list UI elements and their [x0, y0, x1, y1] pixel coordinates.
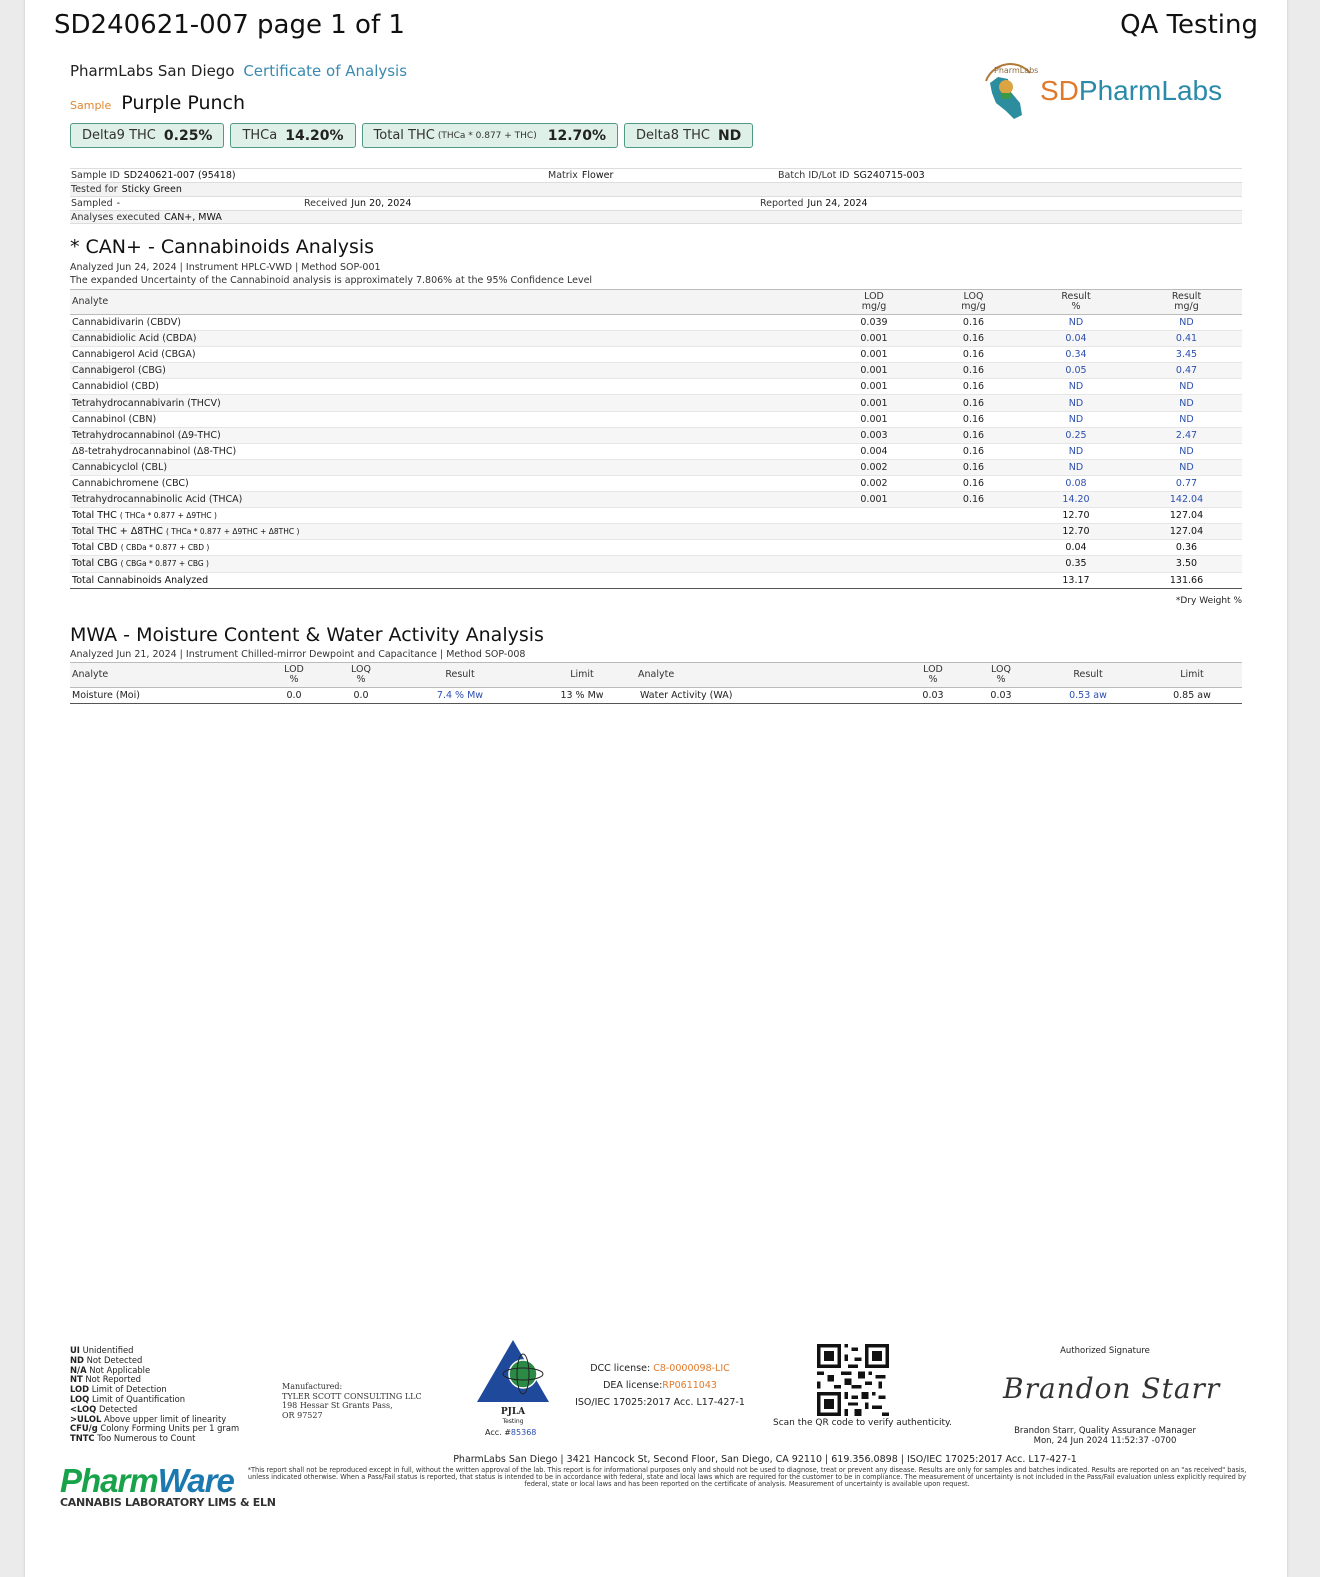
- page-header-id: SD240621-007 page 1 of 1: [54, 10, 405, 40]
- batch-id: [778, 170, 925, 181]
- can-meta: Analyzed Jun 24, 2024 | Instrument HPLC-VWD | Method SOP-001: [70, 262, 381, 273]
- sampled: [71, 198, 120, 209]
- total-row: [70, 572, 1242, 588]
- analyte: Cannabidivarin (CBDV): [70, 315, 822, 331]
- legend-item: UI Unidentified: [70, 1345, 134, 1355]
- table-row: [70, 427, 1242, 443]
- analyses-executed: [71, 212, 222, 223]
- legend-item: ND Not Detected: [70, 1354, 143, 1365]
- table-row: [70, 475, 1242, 491]
- loq: 0.0: [328, 688, 394, 704]
- col-result-unit: %: [1071, 301, 1081, 312]
- pharmware-logo: [60, 1462, 276, 1509]
- info-value: -: [116, 198, 121, 209]
- pw-pharm: Pharm: [60, 1462, 158, 1499]
- table-row: [70, 688, 1242, 704]
- table-row: [70, 411, 1242, 427]
- total-label: [70, 572, 822, 588]
- received: [304, 198, 411, 209]
- total-name: Total THC: [72, 510, 117, 522]
- result-mg: 0.77: [1131, 475, 1242, 491]
- iso-accreditation: ISO/IEC 17025:2017 Acc. L17-427-1: [575, 1397, 745, 1408]
- info-key: Analyses executed: [71, 212, 161, 223]
- logo-arc-text: PharmLabs: [994, 66, 1039, 75]
- analyte: Cannabichromene (CBC): [70, 475, 822, 491]
- pjla-accreditation-icon: [473, 1338, 553, 1428]
- pjla-acc-number: 85368: [510, 1428, 537, 1437]
- col-lod-2: [898, 663, 968, 688]
- col-lod-unit: %: [928, 674, 938, 685]
- pharmware-tagline: CANNABIS LABORATORY LIMS & ELN: [60, 1496, 276, 1509]
- col-result-label: Result: [1171, 291, 1202, 302]
- result-mg: 3.45: [1131, 347, 1242, 363]
- table-row: [70, 443, 1242, 459]
- info-key: Received: [304, 198, 348, 209]
- pjla-name: PJLA: [500, 1407, 526, 1417]
- lod: 0.001: [822, 411, 926, 427]
- col-loq-label: LOQ: [991, 664, 1011, 675]
- loq: 0.03: [968, 688, 1034, 704]
- total-name: Total THC + Δ8THC: [72, 526, 163, 538]
- total-label: [70, 508, 822, 524]
- info-key: Sampled: [71, 198, 113, 209]
- col-loq-label: LOQ: [351, 664, 371, 675]
- cannabinoid-table: [70, 289, 1242, 589]
- result-mg: 142.04: [1131, 492, 1242, 508]
- result-pct: 0.05: [1021, 363, 1131, 379]
- total-pct: 12.70: [1021, 508, 1131, 524]
- result-mg: 2.47: [1131, 427, 1242, 443]
- info-value: Jun 24, 2024: [807, 198, 868, 209]
- sample-info-table: [70, 168, 1242, 224]
- total-formula: ( CBDa * 0.877 + CBD ): [120, 543, 210, 553]
- table-row: [70, 331, 1242, 347]
- loq: 0.16: [926, 331, 1021, 347]
- logo-sd: SD: [1040, 75, 1079, 106]
- california-logo-icon: [980, 63, 1040, 123]
- signer-name: Brandon Starr, Quality Assurance Manager: [1014, 1426, 1196, 1436]
- analyte: Water Activity (WA): [638, 688, 898, 704]
- col-limit: Limit: [526, 663, 638, 688]
- result-mg: 0.47: [1131, 363, 1242, 379]
- info-key: Batch ID/Lot ID: [778, 170, 850, 181]
- table-row: [70, 459, 1242, 475]
- logo-wordmark: [1040, 75, 1222, 107]
- total-name: Total CBD: [72, 542, 118, 554]
- loq: 0.16: [926, 492, 1021, 508]
- total-pct: 0.04: [1021, 540, 1131, 556]
- analyte: Cannabigerol Acid (CBGA): [70, 347, 822, 363]
- result-pct: ND: [1021, 411, 1131, 427]
- mfg-name: TYLER SCOTT CONSULTING LLC: [282, 1391, 422, 1401]
- result: 7.4 % Mw: [394, 688, 526, 704]
- lod: 0.001: [822, 395, 926, 411]
- badge-value: 0.25%: [163, 127, 213, 144]
- dry-weight-note: *Dry Weight %: [1175, 596, 1242, 606]
- info-row: [70, 196, 1242, 210]
- analyte: Tetrahydrocannabivarin (THCV): [70, 395, 822, 411]
- badge-value: ND: [717, 127, 742, 144]
- result-pct: ND: [1021, 459, 1131, 475]
- mwa-meta: Analyzed Jun 21, 2024 | Instrument Chilled-mirror Dewpoint and Capacitance | Method SOP-008: [70, 649, 526, 660]
- col-analyte: Analyte: [70, 663, 260, 688]
- result-mg: ND: [1131, 443, 1242, 459]
- result-mg: ND: [1131, 395, 1242, 411]
- loq: 0.16: [926, 475, 1021, 491]
- loq: 0.16: [926, 379, 1021, 395]
- sdpharmlabs-logo: [980, 63, 1250, 123]
- analyte: Cannabicyclol (CBL): [70, 459, 822, 475]
- result-pct: ND: [1021, 315, 1131, 331]
- col-lod-label: LOD: [284, 664, 304, 675]
- lod: 0.001: [822, 331, 926, 347]
- lod: 0.03: [898, 688, 968, 704]
- info-key: Tested for: [71, 184, 118, 195]
- mfg-label: Manufactured:: [282, 1382, 343, 1391]
- result-pct: 0.25: [1021, 427, 1131, 443]
- result-mg: ND: [1131, 379, 1242, 395]
- info-row: [70, 210, 1242, 224]
- analyte: Cannabigerol (CBG): [70, 363, 822, 379]
- loq: 0.16: [926, 347, 1021, 363]
- lod: 0.002: [822, 459, 926, 475]
- total-row: [70, 540, 1242, 556]
- total-mg: 131.66: [1131, 572, 1242, 588]
- potency-badges: [70, 123, 753, 148]
- lod: 0.001: [822, 379, 926, 395]
- table-row: [70, 379, 1242, 395]
- abbreviation-legend: [70, 1346, 239, 1444]
- table-row: [70, 347, 1242, 363]
- legend-item: LOQ Limit of Quantification: [70, 1393, 186, 1404]
- loq: 0.16: [926, 411, 1021, 427]
- lab-name: [70, 62, 407, 80]
- result-pct: 0.08: [1021, 475, 1131, 491]
- result-mg: 0.41: [1131, 331, 1242, 347]
- mfg-address: 198 Hessar St Grants Pass,: [282, 1401, 393, 1410]
- legend-item: NT Not Reported: [70, 1374, 141, 1385]
- badge-total-thc: [362, 123, 619, 148]
- authorized-signature-label: Authorized Signature: [1060, 1346, 1150, 1356]
- mfg-address: OR 97527: [282, 1410, 323, 1420]
- col-result-pct: [1021, 290, 1131, 315]
- loq: 0.16: [926, 427, 1021, 443]
- result-pct: 14.20: [1021, 492, 1131, 508]
- total-formula: ( THCa * 0.877 + Δ9THC + Δ8THC ): [165, 527, 300, 537]
- qr-caption: Scan the QR code to verify authenticity.: [773, 1418, 952, 1428]
- legend-item: N/A Not Applicable: [70, 1364, 151, 1375]
- coa-page: [25, 0, 1287, 1577]
- analyte: Δ8-tetrahydrocannabinol (Δ8-THC): [70, 443, 822, 459]
- table-header-row: [70, 290, 1242, 315]
- loq: 0.16: [926, 363, 1021, 379]
- total-pct: 0.35: [1021, 556, 1131, 572]
- analyte: Cannabinol (CBN): [70, 411, 822, 427]
- sample-name: Purple Punch: [121, 92, 246, 114]
- signer-info: [1005, 1426, 1205, 1446]
- limit: 13 % Mw: [526, 688, 638, 704]
- info-key: Reported: [760, 198, 804, 209]
- table-header-row: [70, 663, 1242, 688]
- total-mg: 127.04: [1131, 508, 1242, 524]
- can-section-title: * CAN+ - Cannabinoids Analysis: [70, 236, 375, 258]
- badge-label: Delta9 THC: [82, 128, 156, 143]
- col-loq-2: [968, 663, 1034, 688]
- total-row: [70, 508, 1242, 524]
- logo-pharmlabs: PharmLabs: [1078, 75, 1223, 106]
- col-result: Result: [394, 663, 526, 688]
- col-loq-unit: %: [356, 674, 366, 685]
- info-value: Flower: [581, 170, 614, 181]
- badge-delta8: [624, 123, 753, 148]
- analyte: Cannabidiol (CBD): [70, 379, 822, 395]
- table-row: [70, 363, 1242, 379]
- table-row: [70, 395, 1242, 411]
- disclaimer: *This report shall not be reproduced except in full, without the written approval of the lab. This report is for informational purposes only and should not be used to diagnose, treat or prevent any disease. Results are only for samples and batches indicated. Results are reported on an "as received" basis, unless indicated otherwise. When a Pass/Fail status is reported, that status is intended to be in accordance with federal, state and local laws which are required for the customer to be in compliance. The measurement of uncertainty is not included in the Pass/Fail evaluation unless explicitly required by federal, state or local laws and has been reported on the certificate of analysis. Measurement of uncertainty is available upon request.: [247, 1466, 1247, 1488]
- col-analyte-2: Analyte: [638, 663, 898, 688]
- loq: 0.16: [926, 443, 1021, 459]
- col-lod-unit: %: [289, 674, 299, 685]
- analyte: Moisture (Moi): [70, 688, 260, 704]
- analyte: Tetrahydrocannabinolic Acid (THCA): [70, 492, 822, 508]
- col-result-label: Result: [1061, 291, 1091, 302]
- badge-delta9: [70, 123, 224, 148]
- legend-item: LOD Limit of Detection: [70, 1384, 167, 1395]
- pw-ware: Ware: [157, 1462, 234, 1499]
- loq: 0.16: [926, 315, 1021, 331]
- col-limit-2: Limit: [1142, 663, 1242, 688]
- handwritten-signature: Brandon Starr: [1003, 1372, 1221, 1405]
- lod: 0.0: [260, 688, 328, 704]
- manufactured-by: [282, 1382, 422, 1420]
- col-loq-unit: mg/g: [961, 301, 986, 312]
- total-mg: 3.50: [1131, 556, 1242, 572]
- result-pct: 0.04: [1021, 331, 1131, 347]
- info-value: SD240621-007 (95418): [123, 170, 236, 181]
- reported: [760, 198, 868, 209]
- col-result-unit: mg/g: [1174, 301, 1199, 312]
- lab-address-footer: PharmLabs San Diego | 3421 Hancock St, Second Floor, San Diego, CA 92110 | 619.356.0898 | ISO/IEC 17025:2017 Acc. L17-427-1: [453, 1454, 1077, 1465]
- col-lod: [822, 290, 926, 315]
- legend-item: CFU/g Colony Forming Units per 1 gram: [70, 1423, 240, 1434]
- pjla-acc: [485, 1428, 536, 1437]
- mwa-section-title: MWA - Moisture Content & Water Activity Analysis: [70, 624, 544, 646]
- badge-label: Delta8 THC: [636, 128, 710, 143]
- result: 0.53 aw: [1034, 688, 1142, 704]
- dea-license: DEA license:RP0611043: [603, 1380, 717, 1391]
- analyte: Cannabidiolic Acid (CBDA): [70, 331, 822, 347]
- total-row: [70, 524, 1242, 540]
- col-lod-unit: mg/g: [861, 301, 887, 312]
- mwa-table: [70, 662, 1242, 704]
- signed-date: Mon, 24 Jun 2024 11:52:37 -0700: [1033, 1436, 1177, 1446]
- total-label: [70, 540, 822, 556]
- lab-name-text: PharmLabs San Diego: [70, 62, 235, 80]
- badge-thca: [230, 123, 355, 148]
- total-name: Total CBG: [72, 558, 118, 570]
- sample-label: Sample: [70, 99, 112, 112]
- limit: 0.85 aw: [1142, 688, 1242, 704]
- col-lod: [260, 663, 328, 688]
- tested-for: [71, 184, 182, 195]
- lod: 0.001: [822, 492, 926, 508]
- dcc-license: DCC license: C8-0000098-LIC: [590, 1363, 730, 1374]
- total-pct: 13.17: [1021, 572, 1131, 588]
- info-value: Jun 20, 2024: [351, 198, 412, 209]
- sample-id: [71, 170, 236, 181]
- info-value: CAN+, MWA: [164, 212, 222, 223]
- total-name: Total Cannabinoids Analyzed: [72, 574, 209, 586]
- lod: 0.003: [822, 427, 926, 443]
- col-loq-label: LOQ: [963, 291, 984, 302]
- info-key: Matrix: [548, 170, 578, 181]
- info-row: [70, 168, 1242, 182]
- legend-item: TNTC Too Numerous to Count: [70, 1433, 196, 1444]
- sample-title: [70, 92, 245, 114]
- table-row: [70, 492, 1242, 508]
- matrix: [548, 170, 613, 181]
- total-mg: 127.04: [1131, 524, 1242, 540]
- loq: 0.16: [926, 395, 1021, 411]
- result-mg: ND: [1131, 459, 1242, 475]
- total-label: [70, 524, 822, 540]
- result-pct: ND: [1021, 395, 1131, 411]
- pjla-acc-label: Acc. #: [485, 1428, 511, 1437]
- badge-value: 12.70%: [547, 127, 607, 144]
- table-row: [70, 315, 1242, 331]
- legend-item: >ULOL Above upper limit of linearity: [70, 1413, 227, 1424]
- col-result-mg: [1131, 290, 1242, 315]
- col-loq: [328, 663, 394, 688]
- lod: 0.002: [822, 475, 926, 491]
- total-mg: 0.36: [1131, 540, 1242, 556]
- result-pct: 0.34: [1021, 347, 1131, 363]
- col-lod-label: LOD: [864, 291, 884, 302]
- badge-label: Total THC: [373, 128, 435, 143]
- col-loq-unit: %: [996, 674, 1006, 685]
- col-lod-label: LOD: [923, 664, 943, 675]
- pharmware-wordmark: [60, 1462, 276, 1500]
- badge-note: (THCa * 0.877 + THC): [437, 130, 537, 141]
- result-pct: ND: [1021, 443, 1131, 459]
- info-value: Sticky Green: [121, 184, 182, 195]
- lod: 0.001: [822, 363, 926, 379]
- total-formula: ( CBGa * 0.877 + CBG ): [120, 559, 209, 569]
- lod: 0.039: [822, 315, 926, 331]
- info-row: [70, 182, 1242, 196]
- result-mg: ND: [1131, 315, 1242, 331]
- total-row: [70, 556, 1242, 572]
- lod: 0.004: [822, 443, 926, 459]
- total-label: [70, 556, 822, 572]
- total-formula: ( THCa * 0.877 + Δ9THC ): [119, 511, 217, 521]
- info-value: SG240715-003: [853, 170, 925, 181]
- result-mg: ND: [1131, 411, 1242, 427]
- loq: 0.16: [926, 459, 1021, 475]
- col-result-2: Result: [1034, 663, 1142, 688]
- legend-item: <LOQ Detected: [70, 1403, 138, 1414]
- result-pct: ND: [1021, 379, 1131, 395]
- col-analyte: Analyte: [70, 290, 822, 315]
- col-loq: [926, 290, 1021, 315]
- info-key: Sample ID: [71, 170, 120, 181]
- total-pct: 12.70: [1021, 524, 1131, 540]
- doc-type: Certificate of Analysis: [243, 62, 408, 80]
- analyte: Tetrahydrocannabinol (Δ9-THC): [70, 427, 822, 443]
- license-block: [570, 1360, 750, 1411]
- verification-qr-code[interactable]: [817, 1344, 889, 1416]
- pjla-sub: Testing: [502, 1418, 524, 1425]
- lod: 0.001: [822, 347, 926, 363]
- badge-label: THCa: [242, 128, 278, 143]
- badge-value: 14.20%: [285, 127, 344, 144]
- can-uncertainty: The expanded Uncertainty of the Cannabinoid analysis is approximately 7.806% at the 95% Confidence Level: [70, 275, 593, 286]
- page-header-type: QA Testing: [1120, 10, 1258, 40]
